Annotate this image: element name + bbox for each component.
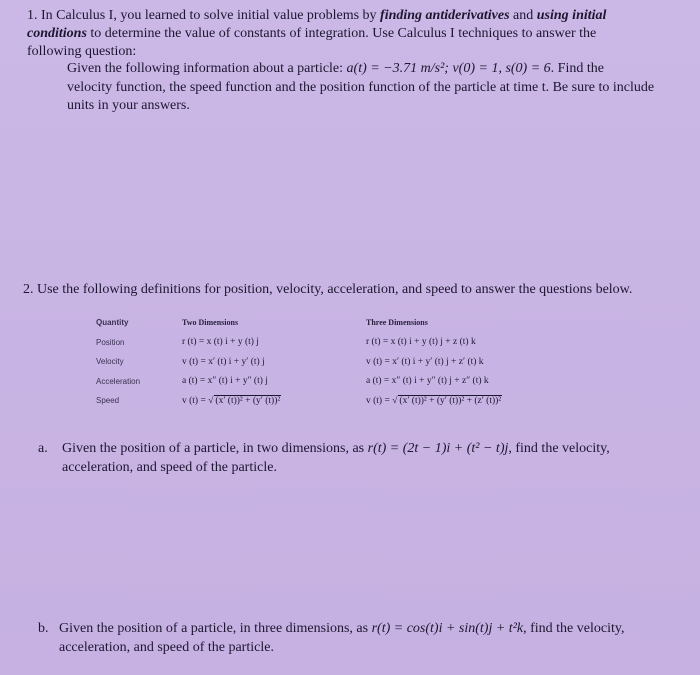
speed-prefix: v (t) =	[366, 396, 393, 407]
row-three-dim: v (t) = x′ (t) i + y′ (t) j + z′ (t) k	[366, 356, 484, 367]
row-quantity: Velocity	[96, 357, 124, 367]
row-quantity: Position	[96, 337, 125, 347]
sqrt-symbol: √	[392, 396, 398, 407]
q1-emphasis-conditions: conditions	[27, 26, 87, 41]
table-row	[96, 352, 502, 372]
row-two-dim: a (t) = x″ (t) i + y″ (t) j	[182, 376, 268, 387]
q1-emphasis-initial: using initial	[536, 8, 607, 23]
q1-text: and	[509, 8, 537, 23]
q1-text: to determine the value of constants of integration. Use Calculus I techniques to answer the	[86, 26, 597, 41]
q1-line-3: following question:	[27, 44, 137, 59]
q1-emphasis-antiderivatives: finding antiderivatives	[380, 8, 510, 23]
header-quantity: Quantity	[96, 318, 129, 328]
table-row	[96, 372, 502, 392]
part-a-label: a.	[38, 441, 48, 456]
row-three-dim: a (t) = x″ (t) i + y″ (t) j + z″ (t) k	[366, 376, 489, 387]
speed-prefix: v (t) =	[182, 396, 209, 407]
table-row	[96, 391, 502, 411]
part-b-position-function: r(t) = cos(t)i + sin(t)j + t²k	[371, 621, 524, 636]
definitions-table	[96, 313, 502, 411]
part-a-position-function: r(t) = (2t − 1)i + (t² − t)j	[367, 441, 509, 456]
row-quantity: Speed	[96, 396, 120, 406]
q1-text: Given the following information about a particle:	[67, 61, 347, 76]
speed-radicand: (x′ (t))² + (y′ (t))²	[215, 396, 281, 407]
header-two-dimensions: Two Dimensions	[182, 318, 239, 328]
q1-line-6: units in your answers.	[67, 98, 190, 113]
sqrt-symbol: √	[208, 396, 214, 407]
part-b-text: Given the position of a particle, in three dimensions, as	[59, 621, 372, 636]
row-two-dim	[182, 391, 366, 411]
q2-intro: 2. Use the following definitions for position, velocity, acceleration, and speed to answer the questions below.	[23, 282, 633, 297]
q1-text: . Find the	[550, 61, 604, 76]
table-header-row	[96, 313, 502, 333]
header-three-dimensions: Three Dimensions	[366, 318, 428, 328]
q1-line-2	[27, 25, 596, 43]
table-row	[96, 333, 502, 353]
q1-line-5: velocity function, the speed function and the position function of the particle at time t. Be sure to include	[67, 80, 655, 95]
part-a-text: Given the position of a particle, in two dimensions, as	[62, 441, 368, 456]
row-three-dim: r (t) = x (t) i + y (t) j + z (t) k	[366, 337, 476, 348]
part-a-text: , find the velocity,	[508, 441, 610, 456]
part-a-line-1	[62, 440, 610, 458]
part-b-line-2: acceleration, and speed of the particle.	[59, 640, 274, 655]
q1-line-1	[27, 7, 606, 25]
q1-line-4	[67, 60, 604, 78]
part-b-label: b.	[38, 621, 49, 636]
row-three-dim	[366, 391, 502, 411]
q1-given-values: a(t) = −3.71 m/s²; v(0) = 1, s(0) = 6	[346, 61, 551, 76]
part-b-line-1	[59, 620, 624, 638]
row-two-dim: v (t) = x′ (t) i + y′ (t) j	[182, 356, 265, 367]
q1-text: 1. In Calculus I, you learned to solve initial value problems by	[27, 8, 381, 23]
part-b-text: , find the velocity,	[523, 621, 625, 636]
part-a-line-2: acceleration, and speed of the particle.	[62, 460, 277, 475]
row-two-dim: r (t) = x (t) i + y (t) j	[182, 337, 259, 348]
speed-radicand: (x′ (t))² + (y′ (t))² + (z′ (t))²	[399, 396, 502, 407]
row-quantity: Acceleration	[96, 376, 141, 386]
